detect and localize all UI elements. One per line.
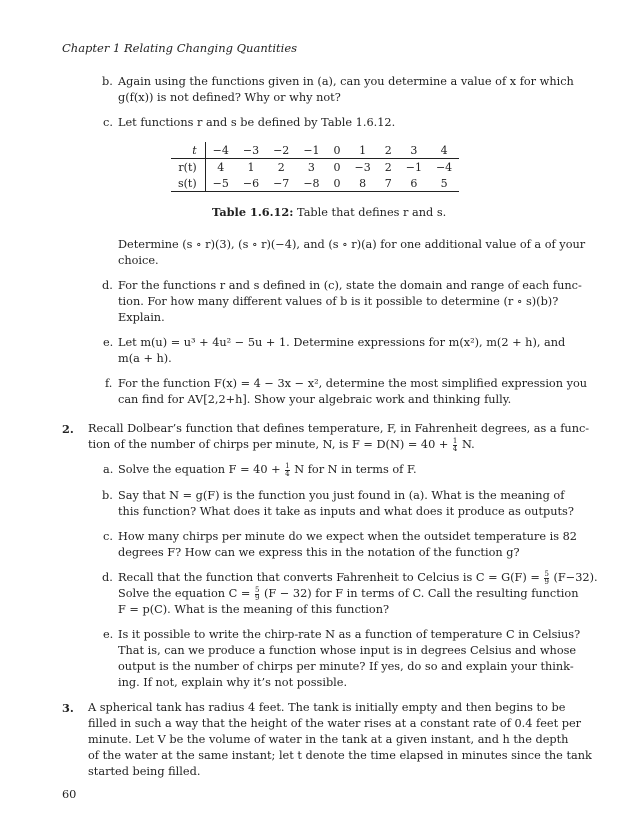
table-caption <box>212 205 446 219</box>
text-segment: (F − 32) for F in terms of C. Call the resulting function <box>264 587 579 600</box>
caption-text: Table that defines r and s. <box>297 206 447 219</box>
text-line: Say that N = g(F) is the function you just found in (a). What is the meaning of <box>118 489 565 502</box>
table-row-label: s(t) <box>171 175 205 192</box>
table-cell: 4 <box>429 142 459 159</box>
text-line: Explain. <box>118 311 165 324</box>
table-cell: −3 <box>236 142 266 159</box>
text-segment: tion of the number of chirps per minute, N, is F = D(N) = 40 + <box>88 438 449 451</box>
text-line: For the function F(x) = 4 − 3x − x², determine the most simplified expression you <box>118 377 588 390</box>
fraction: $\frac{1}{4}$ <box>452 436 458 453</box>
text-line: Determine (s ∘ r)(3), (s ∘ r)(−4), and (s ∘ r)(a) for one additional value of a of your <box>118 238 586 251</box>
text-line: F = p(C). What is the meaning of this function? <box>118 603 390 616</box>
text-segment: Solve the equation F = 40 + <box>118 463 281 476</box>
table-cell: −1 <box>405 160 422 174</box>
table-cell: −8 <box>296 175 326 192</box>
table-cell: 2 <box>384 160 392 174</box>
table-row-label: r(t) <box>171 159 205 176</box>
text-line: filled in such a way that the height of the water rises at a constant rate of 0.4 feet per <box>88 717 582 730</box>
function-table <box>171 142 459 192</box>
table-cell: 2 <box>277 160 285 174</box>
table-cell: 8 <box>348 175 378 192</box>
text-line: That is, can we produce a function whose input is in degrees Celsius and whose <box>118 644 577 657</box>
table-cell: 3 <box>399 142 429 159</box>
table-cell: 6 <box>399 175 429 192</box>
table-cell: 2 <box>378 142 399 159</box>
table-cell: −1 <box>296 142 326 159</box>
table-cell: 7 <box>378 175 399 192</box>
table-row <box>171 159 459 176</box>
table-cell: −2 <box>266 142 296 159</box>
table-cell: 1 <box>247 160 255 174</box>
text-line: of the water at the same instant; let t denote the time elapsed in minutes since the tank <box>88 749 592 762</box>
text-line: degrees F? How can we express this in the notation of the function g? <box>118 546 520 559</box>
text-line: g(f(x)) is not defined? Why or why not? <box>118 91 341 104</box>
problem-number: 2. <box>62 422 74 436</box>
text-line <box>118 586 579 602</box>
running-header: Chapter 1 Relating Changing Quantities <box>62 41 298 55</box>
table-cell: −3 <box>354 160 371 174</box>
part-label: c. <box>103 116 113 129</box>
text-line <box>88 437 475 453</box>
part-label: d. <box>102 279 113 292</box>
table-cell: −5 <box>205 175 236 192</box>
table-cell: 0 <box>327 142 348 159</box>
part-label: b. <box>102 489 113 502</box>
part-label: c. <box>103 530 113 543</box>
table-cell: 1 <box>348 142 378 159</box>
table-cell: 4 <box>217 160 225 174</box>
table-cell: 0 <box>327 175 348 192</box>
table-row <box>171 142 459 159</box>
text-line: minute. Let V be the volume of water in the tank at a given instant, and h the depth <box>88 733 569 746</box>
text-line: Is it possible to write the chirp-rate N as a function of temperature C in Celsius? <box>118 628 581 641</box>
text-line: can find for AV[2,2+h]. Show your algebraic work and thinking fully. <box>118 393 512 406</box>
part-label: e. <box>103 336 114 349</box>
text-line: m(a + h). <box>118 352 172 365</box>
text-line: How many chirps per minute do we expect when the outsidet temperature is 82 <box>118 530 577 543</box>
text-segment: N. <box>461 438 475 451</box>
table-cell: −4 <box>205 142 236 159</box>
text-line: A spherical tank has radius 4 feet. The tank is initially empty and then begins to be <box>88 701 566 714</box>
part-label: a. <box>103 463 114 476</box>
text-segment: (F−32). <box>553 571 598 584</box>
table-cell: 0 <box>333 160 341 174</box>
part-label: b. <box>102 75 113 88</box>
table-row <box>171 175 459 192</box>
text-segment: Recall that the function that converts Fahrenheit to Celcius is C = G(F) = <box>118 571 540 584</box>
fraction: $\frac{5}{9}$ <box>544 569 549 586</box>
text-line <box>118 570 598 586</box>
text-line: output is the number of chirps per minute? If yes, do so and explain your think- <box>118 660 574 673</box>
text-line: choice. <box>118 254 159 267</box>
text-segment: N for N in terms of F. <box>294 463 417 476</box>
table-row-label: t <box>171 142 205 159</box>
text-line: tion. For how many different values of b is it possible to determine (r ∘ s)(b)? <box>118 295 559 308</box>
caption-label: Table 1.6.12: <box>212 205 294 219</box>
table-cell: −6 <box>236 175 266 192</box>
fraction: $\frac{5}{9}$ <box>254 585 260 602</box>
part-label: f. <box>105 377 113 390</box>
text-line: started being filled. <box>88 765 201 778</box>
text-line: ing. If not, explain why it’s not possible. <box>118 676 348 689</box>
table-cell: −7 <box>266 175 296 192</box>
text-line: Again using the functions given in (a), can you determine a value of x for which <box>118 75 574 88</box>
text-line: Let functions r and s be defined by Table 1.6.12. <box>118 116 396 129</box>
problem-number: 3. <box>62 701 74 715</box>
fraction: $\frac{1}{4}$ <box>285 461 290 478</box>
text-line: Let m(u) = u³ + 4u² − 5u + 1. Determine expressions for m(x²), m(2 + h), and <box>118 336 566 349</box>
part-label: d. <box>102 571 113 584</box>
text-line: this function? What does it take as inputs and what does it produce as outputs? <box>118 505 574 518</box>
text-line: Recall Dolbear’s function that defines temperature, F, in Fahrenheit degrees, as a func- <box>88 422 590 435</box>
table-cell: 5 <box>429 175 459 192</box>
text-line <box>118 462 417 478</box>
table-cell: −4 <box>435 160 453 174</box>
text-line: For the functions r and s defined in (c), state the domain and range of each func- <box>118 279 582 292</box>
page-number: 60 <box>62 788 77 801</box>
table-cell: 3 <box>307 160 315 174</box>
text-segment: Solve the equation C = <box>118 587 251 600</box>
part-label: e. <box>103 628 114 641</box>
